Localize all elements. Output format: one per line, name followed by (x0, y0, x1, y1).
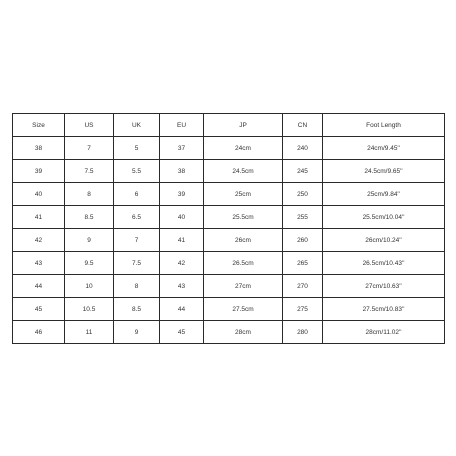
cell-cn: 270 (283, 275, 323, 298)
cell-eu: 37 (160, 137, 204, 160)
cell-uk: 7 (114, 229, 160, 252)
cell-us: 8 (65, 183, 114, 206)
header-jp: JP (204, 114, 283, 137)
header-eu: EU (160, 114, 204, 137)
cell-size: 40 (13, 183, 65, 206)
table-row (13, 206, 445, 229)
cell-foot-length: 27.5cm/10.83'' (323, 298, 445, 321)
cell-cn: 245 (283, 160, 323, 183)
cell-cn: 240 (283, 137, 323, 160)
table-row (13, 183, 445, 206)
header-foot-length: Foot Length (323, 114, 445, 137)
cell-jp: 24.5cm (204, 160, 283, 183)
size-chart-table (12, 113, 445, 344)
cell-foot-length: 26.5cm/10.43'' (323, 252, 445, 275)
cell-size: 38 (13, 137, 65, 160)
cell-uk: 6 (114, 183, 160, 206)
cell-jp: 27.5cm (204, 298, 283, 321)
header-row (13, 114, 445, 137)
cell-us: 7.5 (65, 160, 114, 183)
table-row (13, 229, 445, 252)
cell-foot-length: 27cm/10.63'' (323, 275, 445, 298)
cell-size: 42 (13, 229, 65, 252)
cell-size: 43 (13, 252, 65, 275)
cell-foot-length: 26cm/10.24'' (323, 229, 445, 252)
table-row (13, 321, 445, 344)
cell-cn: 255 (283, 206, 323, 229)
cell-eu: 38 (160, 160, 204, 183)
cell-uk: 5.5 (114, 160, 160, 183)
header-uk: UK (114, 114, 160, 137)
table-row (13, 252, 445, 275)
cell-us: 10 (65, 275, 114, 298)
header-cn: CN (283, 114, 323, 137)
cell-foot-length: 24.5cm/9.65'' (323, 160, 445, 183)
cell-eu: 41 (160, 229, 204, 252)
cell-uk: 8.5 (114, 298, 160, 321)
cell-us: 11 (65, 321, 114, 344)
cell-uk: 9 (114, 321, 160, 344)
cell-uk: 6.5 (114, 206, 160, 229)
cell-jp: 27cm (204, 275, 283, 298)
cell-us: 10.5 (65, 298, 114, 321)
cell-eu: 39 (160, 183, 204, 206)
cell-eu: 44 (160, 298, 204, 321)
cell-size: 46 (13, 321, 65, 344)
cell-uk: 5 (114, 137, 160, 160)
cell-jp: 28cm (204, 321, 283, 344)
cell-cn: 265 (283, 252, 323, 275)
cell-cn: 260 (283, 229, 323, 252)
table-row (13, 275, 445, 298)
cell-cn: 275 (283, 298, 323, 321)
cell-foot-length: 28cm/11.02'' (323, 321, 445, 344)
cell-size: 44 (13, 275, 65, 298)
cell-uk: 8 (114, 275, 160, 298)
header-us: US (65, 114, 114, 137)
table-row (13, 137, 445, 160)
cell-jp: 25.5cm (204, 206, 283, 229)
cell-uk: 7.5 (114, 252, 160, 275)
cell-size: 45 (13, 298, 65, 321)
cell-jp: 24cm (204, 137, 283, 160)
cell-jp: 25cm (204, 183, 283, 206)
header-size: Size (13, 114, 65, 137)
table-row (13, 298, 445, 321)
cell-us: 9 (65, 229, 114, 252)
cell-eu: 40 (160, 206, 204, 229)
cell-foot-length: 25cm/9.84'' (323, 183, 445, 206)
cell-size: 41 (13, 206, 65, 229)
table-row (13, 160, 445, 183)
cell-jp: 26.5cm (204, 252, 283, 275)
cell-us: 7 (65, 137, 114, 160)
cell-cn: 250 (283, 183, 323, 206)
cell-eu: 43 (160, 275, 204, 298)
cell-foot-length: 25.5cm/10.04'' (323, 206, 445, 229)
cell-cn: 280 (283, 321, 323, 344)
cell-us: 8.5 (65, 206, 114, 229)
cell-eu: 42 (160, 252, 204, 275)
cell-size: 39 (13, 160, 65, 183)
cell-us: 9.5 (65, 252, 114, 275)
table-body (13, 137, 445, 344)
cell-eu: 45 (160, 321, 204, 344)
cell-jp: 26cm (204, 229, 283, 252)
cell-foot-length: 24cm/9.45'' (323, 137, 445, 160)
